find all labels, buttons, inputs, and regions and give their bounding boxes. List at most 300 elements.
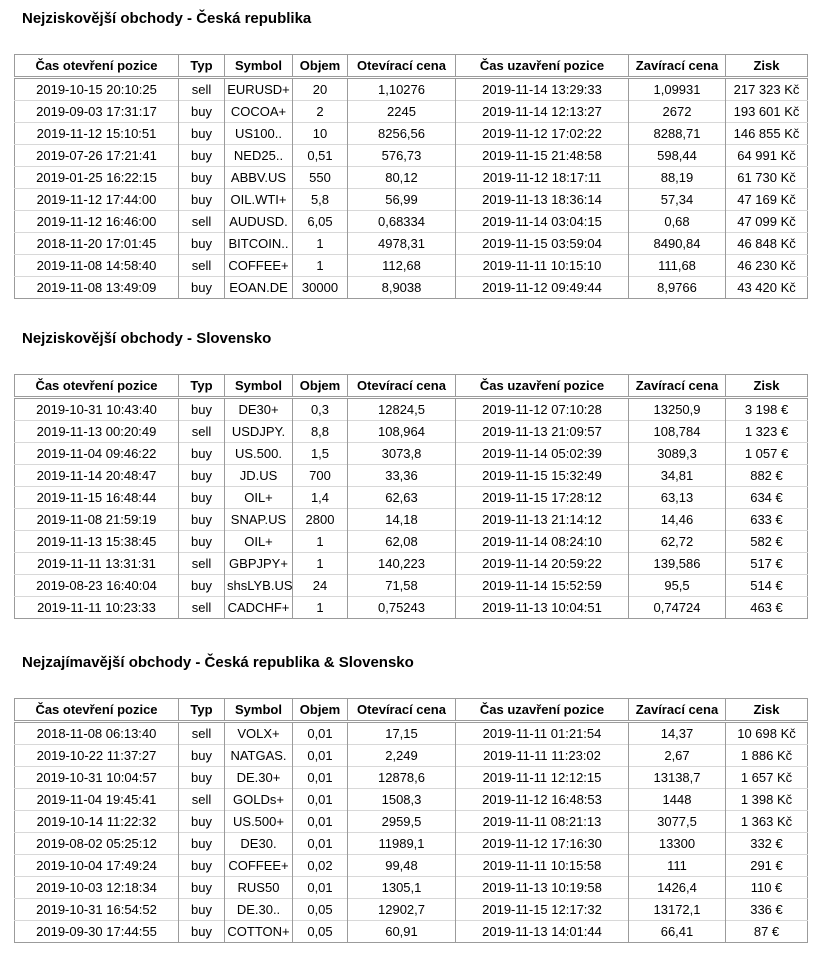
open-time-cell: 2019-10-31 10:04:57 (15, 767, 179, 789)
symbol-cell: COFFEE+ (225, 255, 293, 277)
profit-cell: 10 698 Kč (726, 722, 808, 745)
profit-cell: 146 855 Kč (726, 123, 808, 145)
type-cell: sell (179, 78, 225, 101)
column-header-close-time: Čas uzavření pozice (456, 55, 629, 78)
section-title: Nejziskovější obchody - Česká republika (22, 10, 312, 27)
symbol-cell: COFFEE+ (225, 855, 293, 877)
table-row (15, 123, 808, 145)
open-time-cell: 2019-11-11 10:23:33 (15, 597, 179, 619)
profit-cell: 882 € (726, 465, 808, 487)
column-header-symbol: Symbol (225, 55, 293, 78)
table-row (15, 443, 808, 465)
close-price-cell: 1,09931 (629, 78, 726, 101)
profit-cell: 463 € (726, 597, 808, 619)
column-header-open-time: Čas otevření pozice (15, 55, 179, 78)
open-price-cell: 2,249 (348, 745, 456, 767)
volume-cell: 0,05 (293, 921, 348, 943)
close-time-cell: 2019-11-12 07:10:28 (456, 398, 629, 421)
profit-cell: 634 € (726, 487, 808, 509)
type-cell: sell (179, 211, 225, 233)
profit-cell: 336 € (726, 899, 808, 921)
symbol-cell: COCOA+ (225, 101, 293, 123)
volume-cell: 0,01 (293, 789, 348, 811)
close-price-cell: 3089,3 (629, 443, 726, 465)
table-header-row (15, 375, 808, 398)
close-price-cell: 111,68 (629, 255, 726, 277)
open-time-cell: 2018-11-20 17:01:45 (15, 233, 179, 255)
volume-cell: 1 (293, 597, 348, 619)
profit-cell: 1 886 Kč (726, 745, 808, 767)
open-time-cell: 2019-11-08 14:58:40 (15, 255, 179, 277)
table-header-row (15, 55, 808, 78)
close-time-cell: 2019-11-15 12:17:32 (456, 899, 629, 921)
trades-table (14, 698, 808, 943)
volume-cell: 0,01 (293, 722, 348, 745)
volume-cell: 0,01 (293, 877, 348, 899)
type-cell: buy (179, 233, 225, 255)
volume-cell: 0,51 (293, 145, 348, 167)
column-header-profit: Zisk (726, 55, 808, 78)
volume-cell: 1,5 (293, 443, 348, 465)
open-price-cell: 576,73 (348, 145, 456, 167)
table-row (15, 189, 808, 211)
trades-table (14, 374, 808, 619)
close-time-cell: 2019-11-12 17:16:30 (456, 833, 629, 855)
open-price-cell: 2245 (348, 101, 456, 123)
close-time-cell: 2019-11-14 05:02:39 (456, 443, 629, 465)
close-time-cell: 2019-11-13 10:04:51 (456, 597, 629, 619)
volume-cell: 0,3 (293, 398, 348, 421)
type-cell: buy (179, 189, 225, 211)
open-price-cell: 99,48 (348, 855, 456, 877)
close-time-cell: 2019-11-14 12:13:27 (456, 101, 629, 123)
table-row (15, 811, 808, 833)
table-row (15, 78, 808, 101)
close-price-cell: 63,13 (629, 487, 726, 509)
close-price-cell: 108,784 (629, 421, 726, 443)
table-row (15, 789, 808, 811)
volume-cell: 20 (293, 78, 348, 101)
close-price-cell: 13250,9 (629, 398, 726, 421)
open-time-cell: 2019-11-12 17:44:00 (15, 189, 179, 211)
volume-cell: 2800 (293, 509, 348, 531)
symbol-cell: DE30. (225, 833, 293, 855)
table-row (15, 531, 808, 553)
column-header-close-time: Čas uzavření pozice (456, 375, 629, 398)
type-cell: sell (179, 255, 225, 277)
volume-cell: 0,01 (293, 767, 348, 789)
close-price-cell: 0,74724 (629, 597, 726, 619)
open-time-cell: 2019-11-08 21:59:19 (15, 509, 179, 531)
close-price-cell: 1426,4 (629, 877, 726, 899)
symbol-cell: RUS50 (225, 877, 293, 899)
table-row (15, 277, 808, 299)
column-header-type: Typ (179, 55, 225, 78)
open-time-cell: 2019-10-15 20:10:25 (36, 82, 157, 97)
volume-cell: 1 (293, 233, 348, 255)
symbol-cell: BITCOIN.. (225, 233, 293, 255)
close-price-cell: 598,44 (629, 145, 726, 167)
open-price-cell: 17,15 (348, 722, 456, 745)
volume-cell: 550 (293, 167, 348, 189)
open-price-cell: 3073,8 (348, 443, 456, 465)
type-cell: buy (179, 398, 225, 421)
type-cell: buy (179, 531, 225, 553)
trade-section (14, 330, 808, 619)
open-time-cell: 2019-10-31 10:43:40 (36, 402, 157, 417)
table-row (15, 167, 808, 189)
table-header-row (15, 699, 808, 722)
type-cell: buy (179, 465, 225, 487)
close-price-cell: 2672 (629, 101, 726, 123)
type-cell: buy (179, 167, 225, 189)
close-price-cell: 62,72 (629, 531, 726, 553)
table-row (15, 877, 808, 899)
profit-cell: 1 398 Kč (726, 789, 808, 811)
close-price-cell: 1448 (629, 789, 726, 811)
table-row (15, 211, 808, 233)
symbol-cell: EURUSD+ (225, 78, 293, 101)
volume-cell: 24 (293, 575, 348, 597)
close-time-cell: 2019-11-11 10:15:10 (456, 255, 629, 277)
volume-cell: 2 (293, 101, 348, 123)
table-row (15, 233, 808, 255)
volume-cell: 0,02 (293, 855, 348, 877)
open-price-cell: 108,964 (348, 421, 456, 443)
symbol-cell: GBPJPY+ (225, 553, 293, 575)
open-price-cell: 1508,3 (348, 789, 456, 811)
open-time-cell: 2019-11-12 15:10:51 (15, 123, 179, 145)
type-cell: sell (179, 722, 225, 745)
type-cell: buy (179, 767, 225, 789)
table-row (15, 833, 808, 855)
open-time-cell: 2019-11-15 16:48:44 (15, 487, 179, 509)
profit-cell: 46 848 Kč (726, 233, 808, 255)
column-header-close-price: Zavírací cena (629, 699, 726, 722)
open-price-cell: 112,68 (348, 255, 456, 277)
table-row (15, 145, 808, 167)
close-time-cell: 2019-11-13 21:09:57 (456, 421, 629, 443)
open-price-cell: 0,68334 (348, 211, 456, 233)
close-time-cell: 2019-11-11 12:12:15 (456, 767, 629, 789)
open-time-cell: 2019-01-25 16:22:15 (15, 167, 179, 189)
type-cell: buy (179, 487, 225, 509)
open-price-cell: 80,12 (348, 167, 456, 189)
type-cell: buy (179, 899, 225, 921)
type-cell: buy (179, 277, 225, 299)
close-time-cell: 2019-11-11 11:23:02 (456, 745, 629, 767)
volume-cell: 10 (293, 123, 348, 145)
type-cell: buy (179, 443, 225, 465)
open-price-cell: 8,9038 (348, 277, 456, 299)
volume-cell: 0,05 (293, 899, 348, 921)
close-time-cell: 2019-11-14 08:24:10 (456, 531, 629, 553)
close-price-cell: 57,34 (629, 189, 726, 211)
column-header-symbol: Symbol (225, 375, 293, 398)
close-time-cell: 2019-11-13 14:01:44 (456, 921, 629, 943)
symbol-cell: US.500+ (225, 811, 293, 833)
type-cell: buy (179, 509, 225, 531)
open-price-cell: 62,08 (348, 531, 456, 553)
close-price-cell: 8288,71 (629, 123, 726, 145)
table-row (15, 398, 808, 421)
table-row (15, 101, 808, 123)
symbol-cell: USDJPY. (225, 421, 293, 443)
table-row (15, 553, 808, 575)
profit-cell: 514 € (726, 575, 808, 597)
open-price-cell: 60,91 (348, 921, 456, 943)
symbol-cell: shsLYB.US (225, 575, 293, 597)
column-header-volume: Objem (293, 375, 348, 398)
symbol-cell: NATGAS. (225, 745, 293, 767)
symbol-cell: AUDUSD. (225, 211, 293, 233)
open-time-cell: 2019-09-30 17:44:55 (15, 921, 179, 943)
profit-cell: 633 € (726, 509, 808, 531)
profit-cell: 43 420 Kč (726, 277, 808, 299)
column-header-open-price: Otevírací cena (348, 55, 456, 78)
symbol-cell: OIL+ (225, 487, 293, 509)
close-time-cell: 2019-11-13 18:36:14 (456, 189, 629, 211)
profit-cell: 3 198 € (726, 398, 808, 421)
section-title: Nejzajímavější obchody - Česká republika & Slovensko (22, 654, 414, 671)
profit-cell: 110 € (726, 877, 808, 899)
close-time-cell: 2019-11-14 03:04:15 (456, 211, 629, 233)
type-cell: buy (179, 877, 225, 899)
symbol-cell: COTTON+ (225, 921, 293, 943)
profit-cell: 1 657 Kč (726, 767, 808, 789)
volume-cell: 30000 (293, 277, 348, 299)
table-row (15, 767, 808, 789)
column-header-close-time: Čas uzavření pozice (456, 699, 629, 722)
profit-cell: 47 099 Kč (726, 211, 808, 233)
column-header-profit: Zisk (726, 699, 808, 722)
trades-table (14, 54, 808, 299)
table-row (15, 921, 808, 943)
volume-cell: 5,8 (293, 189, 348, 211)
open-price-cell: 11989,1 (348, 833, 456, 855)
close-time-cell: 2019-11-14 13:29:33 (456, 78, 629, 101)
open-time-cell: 2019-11-04 19:45:41 (15, 789, 179, 811)
close-time-cell: 2019-11-12 17:02:22 (456, 123, 629, 145)
open-price-cell: 56,99 (348, 189, 456, 211)
profit-cell: 47 169 Kč (726, 189, 808, 211)
close-price-cell: 13138,7 (629, 767, 726, 789)
open-time-cell: 2019-11-14 20:48:47 (15, 465, 179, 487)
open-time-cell: 2019-10-31 16:54:52 (15, 899, 179, 921)
close-price-cell: 13300 (629, 833, 726, 855)
volume-cell: 1 (293, 553, 348, 575)
symbol-cell: VOLX+ (225, 722, 293, 745)
table-row (15, 722, 808, 745)
symbol-cell: DE.30+ (225, 767, 293, 789)
close-price-cell: 111 (629, 855, 726, 877)
profit-cell: 1 363 Kč (726, 811, 808, 833)
symbol-cell: US100.. (225, 123, 293, 145)
profit-cell: 1 057 € (726, 443, 808, 465)
open-time-cell: 2019-11-12 16:46:00 (15, 211, 179, 233)
type-cell: buy (179, 811, 225, 833)
type-cell: sell (179, 597, 225, 619)
volume-cell: 700 (293, 465, 348, 487)
type-cell: buy (179, 833, 225, 855)
volume-cell: 1,4 (293, 487, 348, 509)
column-header-open-price: Otevírací cena (348, 375, 456, 398)
table-row (15, 745, 808, 767)
open-time-cell: 2019-10-03 12:18:34 (15, 877, 179, 899)
column-header-symbol: Symbol (225, 699, 293, 722)
close-price-cell: 3077,5 (629, 811, 726, 833)
open-price-cell: 62,63 (348, 487, 456, 509)
close-price-cell: 88,19 (629, 167, 726, 189)
profit-cell: 217 323 Kč (726, 78, 808, 101)
column-header-open-time: Čas otevření pozice (15, 699, 179, 722)
table-row (15, 255, 808, 277)
profit-cell: 1 323 € (726, 421, 808, 443)
close-price-cell: 8,9766 (629, 277, 726, 299)
type-cell: buy (179, 145, 225, 167)
table-row (15, 421, 808, 443)
close-price-cell: 66,41 (629, 921, 726, 943)
type-cell: buy (179, 101, 225, 123)
table-row (15, 465, 808, 487)
open-time-cell: 2019-10-04 17:49:24 (15, 855, 179, 877)
type-cell: buy (179, 921, 225, 943)
close-price-cell: 13172,1 (629, 899, 726, 921)
close-time-cell: 2019-11-12 18:17:11 (456, 167, 629, 189)
close-price-cell: 14,46 (629, 509, 726, 531)
type-cell: sell (179, 789, 225, 811)
table-row (15, 509, 808, 531)
open-price-cell: 71,58 (348, 575, 456, 597)
type-cell: sell (179, 421, 225, 443)
close-time-cell: 2019-11-12 09:49:44 (456, 277, 629, 299)
report-body (14, 10, 808, 943)
type-cell: buy (179, 575, 225, 597)
close-time-cell: 2019-11-15 03:59:04 (456, 233, 629, 255)
open-price-cell: 4978,31 (348, 233, 456, 255)
symbol-cell: GOLDs+ (225, 789, 293, 811)
close-time-cell: 2019-11-14 15:52:59 (456, 575, 629, 597)
symbol-cell: NED25.. (225, 145, 293, 167)
open-price-cell: 12878,6 (348, 767, 456, 789)
open-time-cell: 2019-11-11 13:31:31 (15, 553, 179, 575)
open-price-cell: 1,10276 (348, 78, 456, 101)
profit-cell: 291 € (726, 855, 808, 877)
open-price-cell: 0,75243 (348, 597, 456, 619)
table-row (15, 855, 808, 877)
type-cell: buy (179, 855, 225, 877)
volume-cell: 8,8 (293, 421, 348, 443)
symbol-cell: DE30+ (225, 398, 293, 421)
type-cell: sell (179, 553, 225, 575)
open-time-cell: 2019-11-04 09:46:22 (15, 443, 179, 465)
section-title: Nejziskovější obchody - Slovensko (22, 330, 272, 347)
close-time-cell: 2019-11-13 10:19:58 (456, 877, 629, 899)
column-header-open-time: Čas otevření pozice (15, 375, 179, 398)
close-price-cell: 14,37 (629, 722, 726, 745)
symbol-cell: OIL.WTI+ (225, 189, 293, 211)
volume-cell: 1 (293, 255, 348, 277)
close-price-cell: 8490,84 (629, 233, 726, 255)
table-row (15, 487, 808, 509)
close-time-cell: 2019-11-12 16:48:53 (456, 789, 629, 811)
volume-cell: 0,01 (293, 745, 348, 767)
symbol-cell: US.500. (225, 443, 293, 465)
open-time-cell: 2019-08-02 05:25:12 (15, 833, 179, 855)
column-header-volume: Objem (293, 55, 348, 78)
close-time-cell: 2019-11-11 08:21:13 (456, 811, 629, 833)
column-header-volume: Objem (293, 699, 348, 722)
open-time-cell: 2018-11-08 06:13:40 (36, 726, 157, 741)
close-price-cell: 34,81 (629, 465, 726, 487)
profit-cell: 64 991 Kč (726, 145, 808, 167)
column-header-close-price: Zavírací cena (629, 55, 726, 78)
close-price-cell: 139,586 (629, 553, 726, 575)
close-time-cell: 2019-11-14 20:59:22 (456, 553, 629, 575)
table-row (15, 899, 808, 921)
trade-section (14, 10, 808, 299)
open-time-cell: 2019-11-08 13:49:09 (15, 277, 179, 299)
close-time-cell: 2019-11-13 21:14:12 (456, 509, 629, 531)
symbol-cell: DE.30.. (225, 899, 293, 921)
close-time-cell: 2019-11-11 10:15:58 (456, 855, 629, 877)
type-cell: buy (179, 123, 225, 145)
close-price-cell: 2,67 (629, 745, 726, 767)
close-price-cell: 95,5 (629, 575, 726, 597)
column-header-profit: Zisk (726, 375, 808, 398)
close-time-cell: 2019-11-15 17:28:12 (456, 487, 629, 509)
trade-section (14, 654, 808, 943)
symbol-cell: EOAN.DE (225, 277, 293, 299)
close-time-cell: 2019-11-11 01:21:54 (456, 722, 629, 745)
volume-cell: 1 (293, 531, 348, 553)
column-header-open-price: Otevírací cena (348, 699, 456, 722)
open-time-cell: 2019-09-03 17:31:17 (15, 101, 179, 123)
open-time-cell: 2019-10-14 11:22:32 (15, 811, 179, 833)
open-price-cell: 8256,56 (348, 123, 456, 145)
profit-cell: 332 € (726, 833, 808, 855)
open-time-cell: 2019-11-13 00:20:49 (15, 421, 179, 443)
symbol-cell: ABBV.US (225, 167, 293, 189)
symbol-cell: OIL+ (225, 531, 293, 553)
profit-cell: 87 € (726, 921, 808, 943)
column-header-close-price: Zavírací cena (629, 375, 726, 398)
column-header-type: Typ (179, 699, 225, 722)
table-row (15, 575, 808, 597)
table-row (15, 597, 808, 619)
open-price-cell: 12902,7 (348, 899, 456, 921)
profit-cell: 61 730 Kč (726, 167, 808, 189)
open-price-cell: 1305,1 (348, 877, 456, 899)
open-time-cell: 2019-10-22 11:37:27 (15, 745, 179, 767)
volume-cell: 0,01 (293, 833, 348, 855)
close-time-cell: 2019-11-15 15:32:49 (456, 465, 629, 487)
volume-cell: 0,01 (293, 811, 348, 833)
type-cell: buy (179, 745, 225, 767)
close-time-cell: 2019-11-15 21:48:58 (456, 145, 629, 167)
open-price-cell: 2959,5 (348, 811, 456, 833)
profit-cell: 193 601 Kč (726, 101, 808, 123)
column-header-type: Typ (179, 375, 225, 398)
open-time-cell: 2019-11-13 15:38:45 (15, 531, 179, 553)
volume-cell: 6,05 (293, 211, 348, 233)
profit-cell: 582 € (726, 531, 808, 553)
open-price-cell: 33,36 (348, 465, 456, 487)
close-price-cell: 0,68 (629, 211, 726, 233)
symbol-cell: SNAP.US (225, 509, 293, 531)
open-price-cell: 12824,5 (348, 398, 456, 421)
open-price-cell: 14,18 (348, 509, 456, 531)
